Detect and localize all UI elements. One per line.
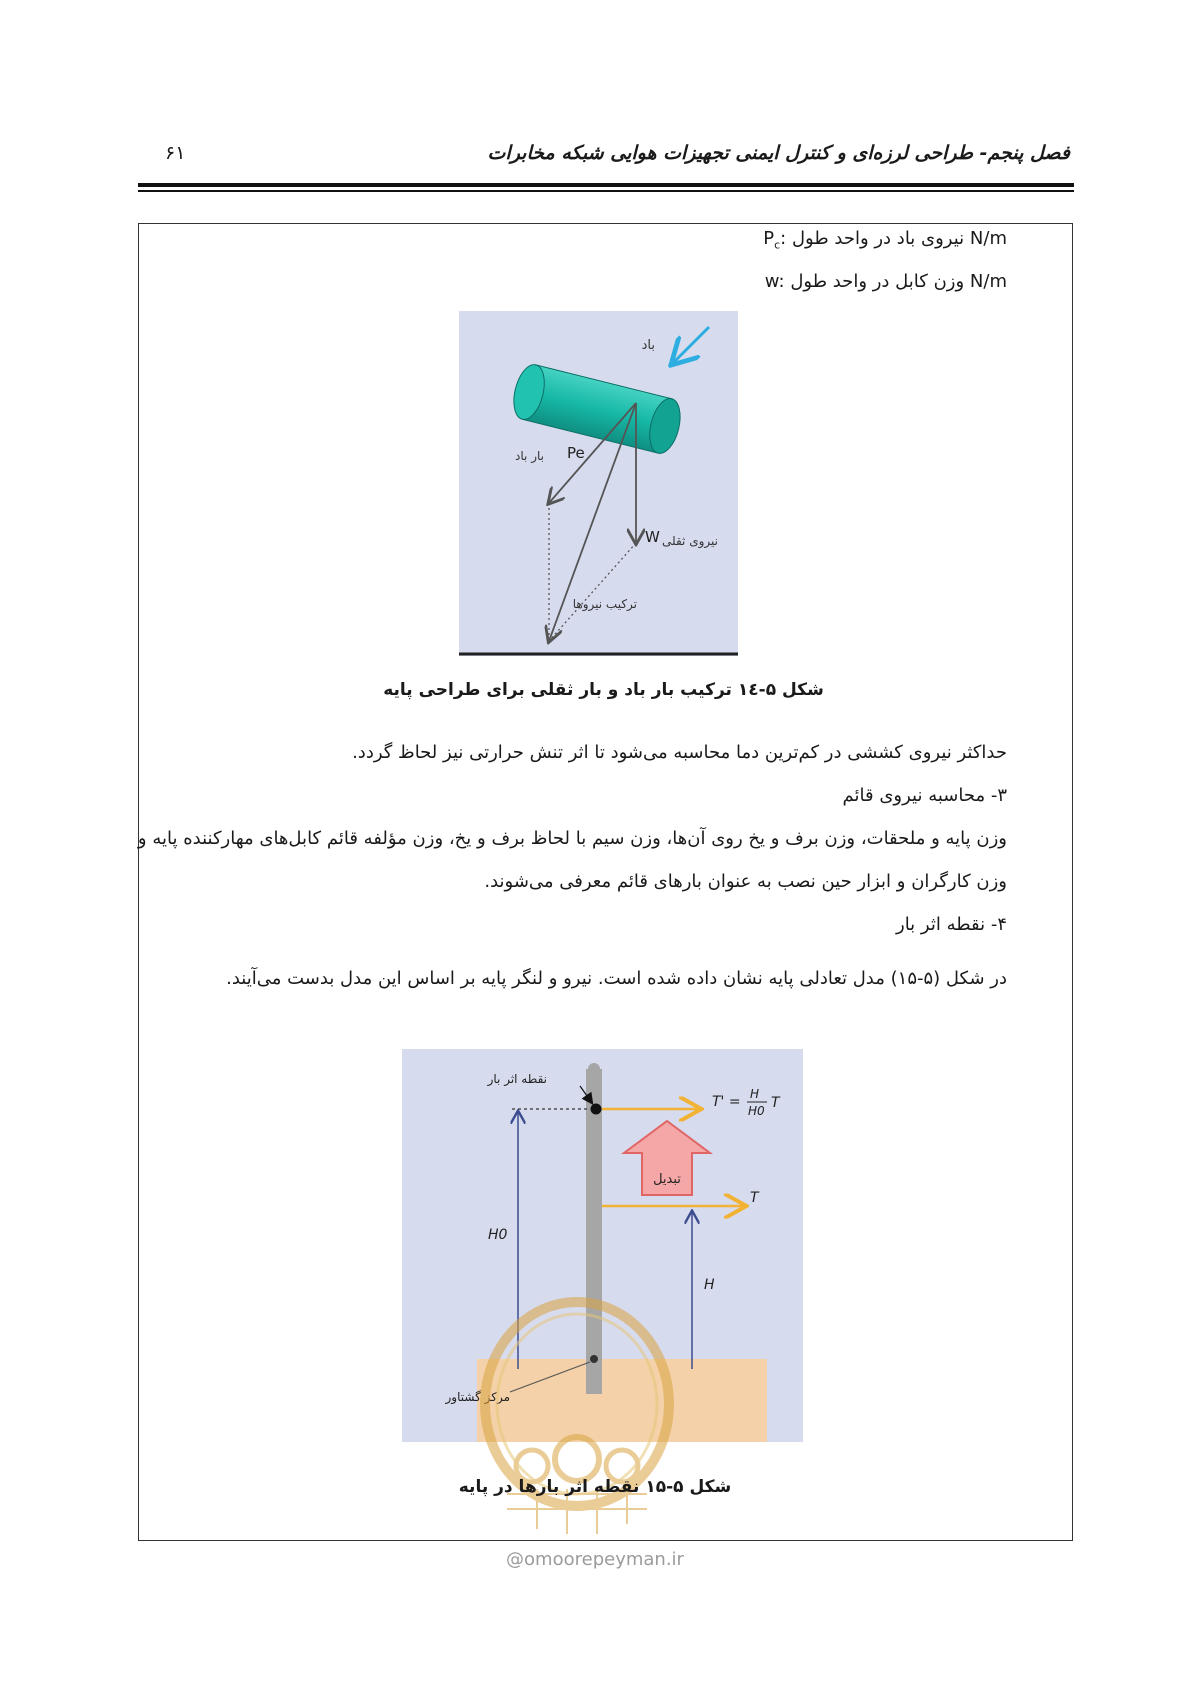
load-point-dot: [591, 1104, 602, 1115]
pe-label: بار باد: [515, 449, 544, 463]
header-rule-thin: [138, 190, 1074, 192]
page-number: ۶۱: [165, 142, 186, 164]
h-label: H: [704, 1277, 715, 1293]
definition-pc: [763, 228, 1007, 252]
pc-unit: N/m: [969, 228, 1007, 249]
t-prime-suffix: T: [771, 1095, 780, 1111]
figure2-caption: شکل ۵-۱۵ نقطه اثر بارها در پایه: [458, 1477, 732, 1497]
load-point-label: نقطه اثر بار: [487, 1072, 547, 1086]
watermark-gear: [555, 1437, 599, 1481]
w-symbol: W: [645, 528, 660, 546]
watermark-logo: [477, 1294, 677, 1544]
resultant-label: ترکیب نیروها: [572, 597, 637, 611]
w-symbol: w: [764, 271, 779, 292]
footer-url-text: omoorepeyman.ir: [524, 1549, 684, 1570]
h0-label: H0: [488, 1227, 508, 1243]
t-prime-formula: [712, 1094, 741, 1110]
paragraph-vertical-loads-line1: وزن پایه و ملحقات، وزن برف و یخ روی آن‌ها، وزن سیم با لحاظ برف و یخ، وزن مؤلفه قائم کابل‌های مهارکننده پایه و: [137, 828, 1007, 849]
gravity-label: نیروی ثقلی: [662, 534, 718, 548]
footer-url: [0, 1549, 1190, 1570]
t-label: T: [750, 1190, 759, 1206]
figure-wind-load-diagram: [459, 311, 738, 656]
watermark-inner-ring: [497, 1314, 657, 1494]
paragraph-vertical-loads-line2: وزن کارگران و ابزار حین نصب به عنوان بارهای قائم معرفی می‌شوند.: [484, 871, 1007, 892]
figure1-caption: شکل ۵-۱٤ ترکیب بار باد و بار ثقلی برای طراحی پایه: [383, 680, 824, 700]
t-prime-numerator: H: [750, 1087, 760, 1101]
pc-text: : نیروی باد در واحد طول: [780, 228, 970, 249]
definition-w: [765, 271, 1007, 292]
header-rule-thick: [138, 183, 1074, 187]
t-prime-denominator: H0: [748, 1104, 765, 1118]
pc-symbol: P: [763, 228, 775, 249]
w-text: : وزن کابل در واحد طول: [778, 271, 970, 292]
rotation-center-label: مرکز گشتاور: [445, 1390, 510, 1404]
running-header-title: فصل پنجم- طراحی لرزه‌ای و کنترل ایمنی تجهیزات هوایی شبکه مخابرات: [487, 142, 1070, 164]
paragraph-max-tension: حداکثر نیروی کششی در کم‌ترین دما محاسبه می‌شود تا اثر تنش حرارتی نیز لحاظ گردد.: [352, 742, 1007, 763]
pc-subscript: c: [774, 238, 781, 252]
watermark-ring: [485, 1302, 669, 1506]
globe-icon: @: [506, 1549, 525, 1570]
pole-top: [588, 1063, 600, 1075]
paragraph-figure-reference: در شکل (۵-۱۵) مدل تعادلی پایه نشان داده شده است. نیرو و لنگر پایه بر اساس این مدل بدست می‌آیند.: [226, 968, 1007, 989]
heading-vertical-force: ۳- محاسبه نیروی قائم: [842, 785, 1007, 806]
convert-label: تبدیل: [653, 1172, 681, 1187]
heading-load-point: ۴- نقطه اثر بار: [896, 914, 1007, 935]
pe-symbol: Pe: [567, 444, 585, 462]
w-unit: N/m: [969, 271, 1007, 292]
t-prime-prefix: T' =: [712, 1094, 741, 1110]
wind-label: باد: [641, 338, 655, 353]
